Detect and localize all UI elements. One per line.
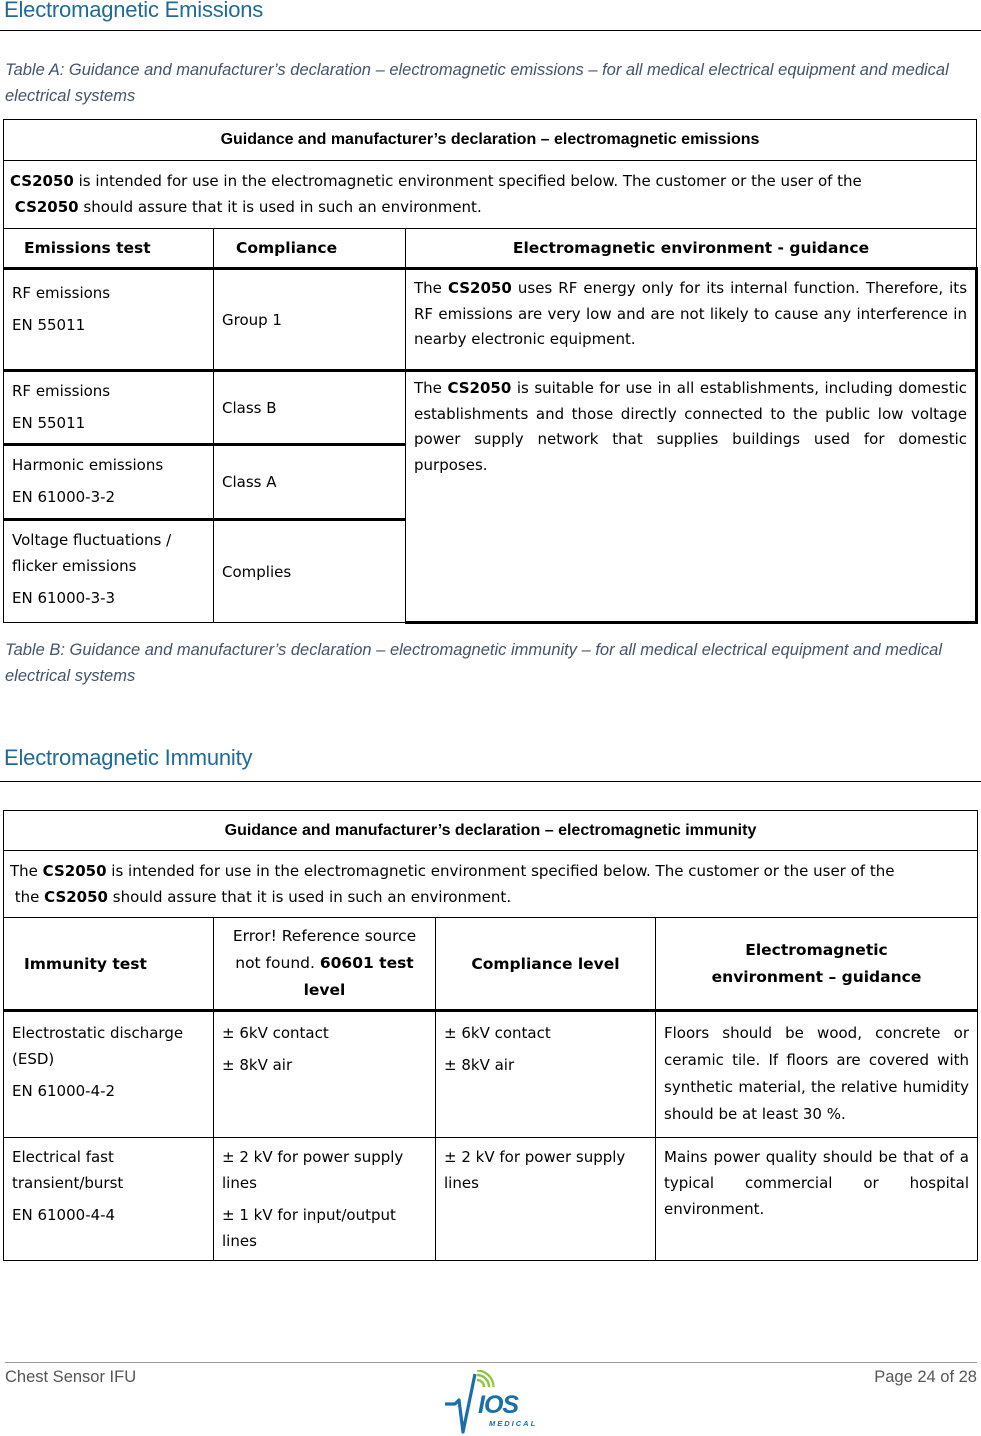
- footer-rule: [5, 1362, 977, 1363]
- immunity-intro: The CS2050 is intended for use in the electromagnetic environment specified below. The customer or the user of the the CS2050 should assure that it is used in such an environment.: [4, 851, 978, 918]
- col-header-immunity-test: Immunity test: [4, 918, 214, 1011]
- col-header-compliance: Compliance: [214, 229, 406, 269]
- emissions-test-cell: RF emissions EN 55011: [4, 371, 214, 445]
- immunity-test-cell: Electrical fast transient/burst EN 61000-4-4: [4, 1138, 214, 1261]
- compliance-level-cell: ± 2 kV for power supply lines: [436, 1138, 656, 1261]
- immunity-table-title: Guidance and manufacturer’s declaration – electromagnetic immunity: [4, 811, 978, 851]
- table-row: [4, 371, 977, 445]
- guidance-cell: The CS2050 is suitable for use in all establishments, including domestic establishments and those directly connected to the public low voltage power supply network that supplies buildings used for domestic purposes.: [406, 371, 977, 623]
- reference-error-text: Error! Reference source not found.: [232, 927, 417, 972]
- compliance-cell: Class B: [214, 371, 406, 445]
- guidance-cell: The CS2050 uses RF energy only for its internal function. Therefore, its RF emissions are very low and are not likely to cause any interference in nearby electronic equipment.: [406, 269, 977, 371]
- svg-text:IOS: IOS: [478, 1391, 519, 1419]
- test-level-cell: ± 2 kV for power supply lines ± 1 kV for input/output lines: [214, 1138, 436, 1261]
- compliance-cell: Complies: [214, 520, 406, 623]
- compliance-level-cell: ± 6kV contact ± 8kV air: [436, 1011, 656, 1138]
- footer-page-number: Page 24 of 28: [874, 1368, 977, 1386]
- emissions-test-cell: Voltage fluctuations / flicker emissions EN 61000-3-3: [4, 520, 214, 623]
- immunity-test-cell: Electrostatic discharge (ESD) EN 61000-4-2: [4, 1011, 214, 1138]
- emissions-table-title: Guidance and manufacturer’s declaration – electromagnetic emissions: [4, 120, 977, 161]
- col-header-test-level: Error! Reference source not found. 60601 test level: [214, 918, 436, 1011]
- guidance-cell: Mains power quality should be that of a typical commercial or hospital environment.: [656, 1138, 978, 1261]
- table-b-caption: Table B: Guidance and manufacturer’s declaration – electromagnetic immunity – for all medical electrical equipment and medical electrical systems: [5, 641, 943, 685]
- compliance-cell: Group 1: [214, 269, 406, 371]
- emissions-heading: Electromagnetic Emissions: [4, 0, 264, 22]
- table-row: [4, 269, 977, 371]
- emissions-test-cell: Harmonic emissions EN 61000-3-2: [4, 445, 214, 520]
- col-header-guidance: Electromagnetic environment – guidance: [656, 918, 978, 1011]
- col-header-guidance: Electromagnetic environment - guidance: [406, 229, 977, 269]
- immunity-table: [3, 810, 978, 1261]
- vios-medical-logo-icon: [443, 1370, 538, 1434]
- guidance-cell: Floors should be wood, concrete or ceramic tile. If floors are covered with synthetic material, the relative humidity should be at least 30 %.: [656, 1011, 978, 1138]
- test-level-cell: ± 6kV contact ± 8kV air: [214, 1011, 436, 1138]
- col-header-emissions-test: Emissions test: [4, 229, 214, 269]
- table-a-caption: Table A: Guidance and manufacturer’s declaration – electromagnetic emissions – for all medical electrical equipment and medical electrical systems: [5, 61, 949, 105]
- heading-rule: [0, 30, 981, 31]
- emissions-test-cell: RF emissions EN 55011: [4, 269, 214, 371]
- immunity-heading: Electromagnetic Immunity: [4, 745, 253, 770]
- emissions-intro: CS2050 is intended for use in the electromagnetic environment specified below. The customer or the user of the CS2050 should assure that it is used in such an environment.: [4, 161, 977, 229]
- emissions-table: [3, 119, 978, 624]
- footer-doc-title: Chest Sensor IFU: [5, 1368, 137, 1386]
- heading-rule: [0, 781, 981, 782]
- table-row: [4, 1138, 978, 1261]
- table-row: [4, 1011, 978, 1138]
- device-name: CS2050: [10, 172, 74, 190]
- col-header-compliance-level: Compliance level: [436, 918, 656, 1011]
- device-name: CS2050: [14, 198, 79, 216]
- svg-text:MEDICAL: MEDICAL: [489, 1419, 538, 1428]
- compliance-cell: Class A: [214, 445, 406, 520]
